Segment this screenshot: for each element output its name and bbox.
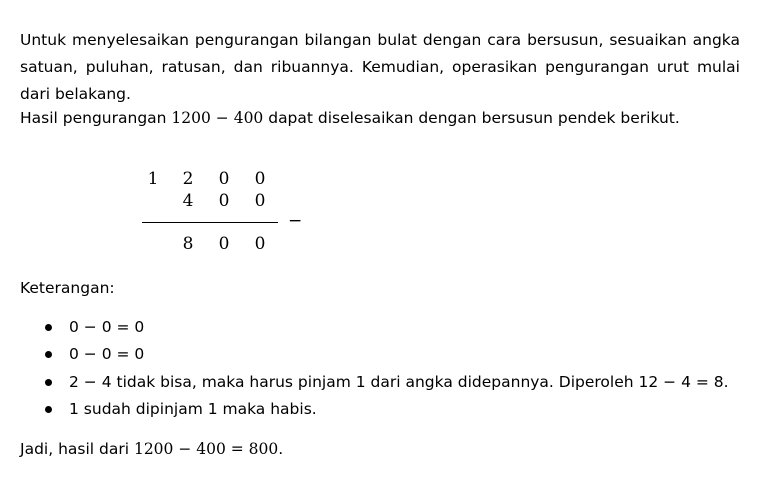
second-digit-hundreds: 4 [182,191,194,211]
bullet-icon [45,379,52,386]
result-digit-hundreds: 8 [182,234,194,254]
result-digit-ones: 0 [254,234,266,254]
second-digit-ones: 0 [254,191,266,211]
conclusion-line [20,436,283,463]
list-item [0,314,729,341]
keterangan-label: Keterangan: [20,279,115,297]
top-digit-thousands: 1 [147,169,159,189]
result-intro-line [20,105,680,132]
bullet-icon [45,351,52,358]
list-item [0,341,729,368]
explanation-list [0,314,729,423]
top-digit-tens: 0 [218,169,230,189]
top-digit-hundreds: 2 [182,169,194,189]
list-item-text: 0 − 0 = 0 [69,345,145,364]
list-item [0,369,729,396]
intro-paragraph: Untuk menyelesaikan pengurangan bilangan bulat dengan cara bersusun, sesuaikan angka satuan, puluhan, ratusan, dan ribuannya. Kemudian, operasikan pengurangan urut mulai dari belakang. [20,30,740,103]
result-intro-expression: 1200 − 400 [171,109,264,127]
result-intro-suffix: dapat diselesaikan dengan bersusun pendek berikut. [263,109,680,127]
result-digit-tens: 0 [218,234,230,254]
conclusion-prefix: Jadi, hasil dari [20,440,134,458]
conclusion-suffix: . [278,440,284,458]
subtraction-rule-line [142,222,278,223]
second-digit-tens: 0 [218,191,230,211]
list-item-text: 1 sudah dipinjam 1 maka habis. [69,399,317,418]
result-intro-prefix: Hasil pengurangan [20,109,172,127]
list-item-text: 2 − 4 tidak bisa, maka harus pinjam 1 dari angka didepannya. Diperoleh 12 − 4 = 8. [69,372,729,391]
conclusion-expression: 1200 − 400 = 800 [133,440,279,458]
list-item [0,396,729,423]
bullet-icon [45,324,52,331]
top-digit-ones: 0 [254,169,266,189]
list-item-text: 0 − 0 = 0 [69,318,145,336]
minus-sign: − [288,211,303,231]
bullet-icon [45,406,52,413]
